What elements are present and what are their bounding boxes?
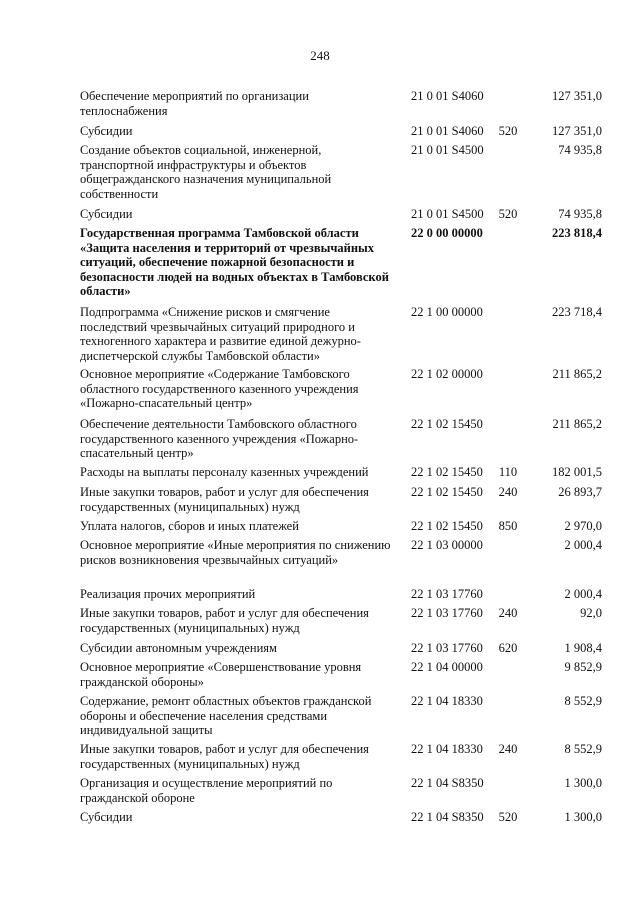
row-amount: 223 718,4	[552, 305, 602, 319]
row-amount: 8 552,9	[564, 694, 602, 708]
row-code: 22 0 00 00000	[411, 226, 483, 240]
row-expense-type: 520	[498, 124, 518, 138]
row-description: Обеспечение деятельности Тамбовского областного государственного казенного учреждения «Пожарно-спасательный центр»	[80, 417, 359, 461]
row-code: 22 1 03 17760	[411, 587, 483, 601]
row-code: 22 1 04 18330	[411, 694, 483, 708]
row-amount: 1 908,4	[564, 641, 602, 655]
row-description: Субсидии	[80, 810, 133, 824]
row-code: 21 0 01 S4060	[411, 124, 484, 138]
row-code: 22 1 04 18330	[411, 742, 483, 756]
row-code: 22 1 03 17760	[411, 606, 483, 620]
row-description: Обеспечение мероприятий по организации теплоснабжения	[80, 89, 309, 118]
row-amount: 74 935,8	[558, 143, 602, 157]
row-description: Подпрограмма «Снижение рисков и смягчение последствий чрезвычайных ситуаций природного и техногенного характера и развитие единой дежурно-диспетчерской службы Тамбовской области»	[80, 305, 361, 363]
row-expense-type: 850	[498, 519, 518, 533]
row-code: 22 1 02 15450	[411, 465, 483, 479]
row-description: Иные закупки товаров, работ и услуг для обеспечения государственных (муниципальных) нужд	[80, 742, 369, 771]
row-description: Иные закупки товаров, работ и услуг для обеспечения государственных (муниципальных) нужд	[80, 485, 369, 514]
row-amount: 223 818,4	[552, 226, 602, 240]
row-description: Основное мероприятие «Иные мероприятия по снижению рисков возникновения чрезвычайных ситуаций»	[80, 538, 391, 567]
row-amount: 2 970,0	[564, 519, 602, 533]
row-code: 22 1 00 00000	[411, 305, 483, 319]
row-code: 21 0 01 S4500	[411, 207, 484, 221]
row-code: 22 1 03 00000	[411, 538, 483, 552]
row-expense-type: 110	[498, 465, 518, 479]
row-amount: 8 552,9	[564, 742, 602, 756]
row-amount: 1 300,0	[564, 810, 602, 824]
row-expense-type: 240	[498, 742, 518, 756]
row-description: Иные закупки товаров, работ и услуг для обеспечения государственных (муниципальных) нужд	[80, 606, 369, 635]
row-code: 22 1 02 15450	[411, 417, 483, 431]
row-amount: 2 000,4	[564, 587, 602, 601]
row-code: 22 1 02 15450	[411, 485, 483, 499]
row-description: Создание объектов социальной, инженерной, транспортной инфраструктуры и объектов общегражданского назначения муниципальной собственности	[80, 143, 332, 201]
row-description: Субсидии	[80, 124, 133, 138]
row-amount: 92,0	[580, 606, 602, 620]
row-description: Государственная программа Тамбовской области «Защита населения и территорий от чрезвычайных ситуаций, обеспечение пожарной безопасности и безопасности людей на водных объектах в Тамбовской области»	[80, 226, 389, 299]
row-expense-type: 520	[498, 207, 518, 221]
row-description: Уплата налогов, сборов и иных платежей	[80, 519, 299, 533]
row-description: Содержание, ремонт областных объектов гражданской обороны и обеспечение населения средствами индивидуальной защиты	[80, 694, 372, 738]
row-code: 22 1 02 00000	[411, 367, 483, 381]
row-amount: 2 000,4	[564, 538, 602, 552]
row-code: 21 0 01 S4060	[411, 89, 484, 103]
row-expense-type: 240	[498, 606, 518, 620]
row-expense-type: 620	[498, 641, 518, 655]
row-amount: 1 300,0	[564, 776, 602, 790]
row-description: Основное мероприятие «Содержание Тамбовского областного государственного казенного учреждения «Пожарно-спасательный центр»	[80, 367, 359, 411]
row-amount: 9 852,9	[564, 660, 602, 674]
row-amount: 182 001,5	[552, 465, 602, 479]
row-amount: 26 893,7	[558, 485, 602, 499]
row-description: Реализация прочих мероприятий	[80, 587, 256, 601]
row-amount: 127 351,0	[552, 89, 602, 103]
row-expense-type: 520	[498, 810, 518, 824]
row-amount: 211 865,2	[552, 367, 602, 381]
row-expense-type: 240	[498, 485, 518, 499]
row-code: 22 1 04 00000	[411, 660, 483, 674]
row-code: 21 0 01 S4500	[411, 143, 484, 157]
row-code: 22 1 04 S8350	[411, 810, 484, 824]
row-description: Основное мероприятие «Совершенствование уровня гражданской обороны»	[80, 660, 362, 689]
row-description: Субсидии	[80, 207, 133, 221]
row-description: Субсидии автономным учреждениям	[80, 641, 277, 655]
row-amount: 127 351,0	[552, 124, 602, 138]
row-description: Расходы на выплаты персоналу казенных учреждений	[80, 465, 369, 479]
row-amount: 211 865,2	[552, 417, 602, 431]
page-number: 248	[310, 48, 330, 63]
row-amount: 74 935,8	[558, 207, 602, 221]
row-code: 22 1 04 S8350	[411, 776, 484, 790]
row-description: Организация и осуществление мероприятий по гражданской обороне	[80, 776, 333, 805]
row-code: 22 1 03 17760	[411, 641, 483, 655]
row-code: 22 1 02 15450	[411, 519, 483, 533]
